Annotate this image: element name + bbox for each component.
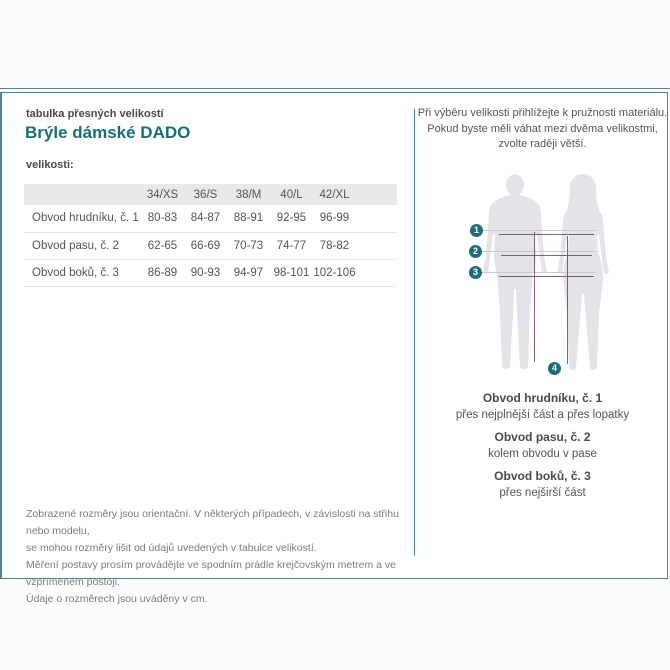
row-label: Obvod pasu, č. 2 bbox=[24, 232, 141, 259]
disclaimer-line: Údaje o rozměrech jsou uváděny v cm. bbox=[26, 593, 208, 605]
size-value-cell: 74-77 bbox=[270, 232, 313, 259]
advice-line: Pokud byste měli váhat mezi dvěma velikostmi, bbox=[427, 122, 658, 135]
measurement-guide-panel bbox=[415, 93, 670, 578]
table-row bbox=[24, 232, 397, 259]
measurement-desc: kolem obvodu v pase bbox=[488, 448, 597, 460]
product-title: Brýle dámské DADO bbox=[25, 123, 191, 142]
size-value-cell: 84-87 bbox=[184, 205, 227, 232]
size-value-cell: 80-83 bbox=[141, 205, 184, 232]
size-value-cell: 86-89 bbox=[141, 259, 184, 286]
size-value-cell: 62-65 bbox=[141, 232, 184, 259]
marker-1-badge: 1 bbox=[470, 224, 483, 237]
marker-3-badge: 3 bbox=[469, 266, 482, 279]
measurement-title: Obvod pasu, č. 2 bbox=[494, 430, 591, 444]
row-label: Obvod hrudníku, č. 1 bbox=[24, 205, 141, 232]
size-value-cell: 88-91 bbox=[227, 205, 270, 232]
size-value-cell: 78-82 bbox=[313, 232, 356, 259]
size-value-cell: 92-95 bbox=[270, 205, 313, 232]
measurement-desc: přes nejširší část bbox=[499, 487, 586, 499]
measurement-title: Obvod boků, č. 3 bbox=[494, 469, 591, 483]
size-column-header: 34/XS bbox=[141, 184, 184, 205]
size-chart-sheet bbox=[0, 92, 668, 605]
advice-line: zvolte raději větší. bbox=[498, 138, 587, 150]
table-row bbox=[24, 205, 397, 232]
disclaimer-line: se mohou rozměry lišit od údajů uvedených v tabulce velikostí. bbox=[26, 542, 317, 554]
size-value-cell: 66-69 bbox=[184, 232, 227, 259]
size-value-cell: 98-101 bbox=[270, 259, 313, 286]
size-column-header: 36/S bbox=[184, 184, 227, 205]
sizing-advice-text bbox=[415, 106, 670, 153]
size-value-cell: 70-73 bbox=[227, 232, 270, 259]
size-value-cell: 94-97 bbox=[227, 259, 270, 286]
disclaimer-line: Zobrazené rozměry jsou orientační. V některých případech, v závislosti na střihu nebo modelu, bbox=[26, 508, 399, 537]
measurement-captions bbox=[415, 391, 670, 508]
measurement-desc: přes nejplnější část a přes lopatky bbox=[455, 409, 630, 421]
size-table-spacer-cell bbox=[356, 259, 397, 286]
size-value-cell: 102-106 bbox=[313, 259, 356, 286]
size-table-header-row bbox=[24, 184, 397, 205]
size-value-cell: 96-99 bbox=[313, 205, 356, 232]
size-table-panel bbox=[2, 93, 414, 605]
disclaimer-text bbox=[26, 506, 406, 608]
measurement-title: Obvod hrudníku, č. 1 bbox=[482, 391, 603, 405]
body-measurement-diagram bbox=[415, 161, 670, 381]
size-value-cell: 90-93 bbox=[184, 259, 227, 286]
disclaimer-line: Měření postavy prosím provádějte ve spodním prádle krejčovským metrem a ve vzpřímeném postoji. bbox=[26, 559, 396, 588]
table-row bbox=[24, 259, 397, 286]
body-silhouettes-illustration bbox=[415, 161, 670, 381]
size-table bbox=[24, 184, 397, 287]
marker-2-badge: 2 bbox=[469, 245, 482, 258]
size-table-spacer-cell bbox=[356, 205, 397, 232]
size-column-header: 40/L bbox=[270, 184, 313, 205]
size-table-corner-cell bbox=[24, 184, 141, 205]
male-silhouette bbox=[483, 175, 547, 370]
table-label: tabulka přesných velikostí bbox=[26, 108, 164, 120]
sizes-label: velikosti: bbox=[26, 159, 74, 171]
size-table-spacer-cell bbox=[356, 184, 397, 205]
top-divider-rule bbox=[0, 88, 670, 89]
size-column-header: 38/M bbox=[227, 184, 270, 205]
advice-line: Při výběru velikosti přihlížejte k pružnosti materiálu. bbox=[417, 107, 668, 119]
row-label: Obvod boků, č. 3 bbox=[24, 259, 141, 286]
marker-4-badge: 4 bbox=[548, 362, 561, 375]
size-column-header: 42/XL bbox=[313, 184, 356, 205]
size-table-spacer-cell bbox=[356, 232, 397, 259]
